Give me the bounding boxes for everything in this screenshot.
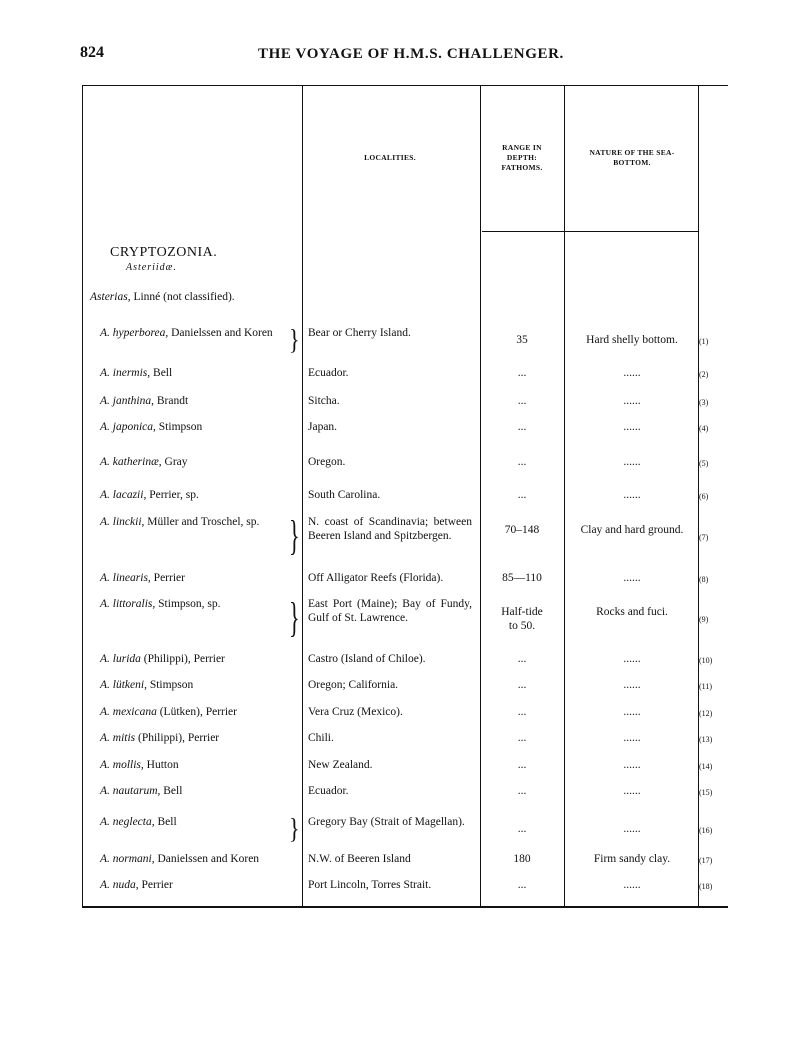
species-name (100, 731, 296, 745)
species-binomial: A. linearis (100, 572, 148, 584)
sea-bottom: ...... (623, 572, 641, 584)
depth-range: 85—110 (502, 572, 542, 584)
depth-range: ... (517, 706, 527, 718)
depth-range: 35 (516, 334, 528, 346)
locality: Vera Cruz (Mexico). (308, 706, 403, 718)
locality: N. coast of Scandinavia; between Beeren Island and Spitzbergen. (308, 516, 472, 542)
footnote-marker: (17) (699, 856, 713, 865)
sea-bottom: ...... (623, 489, 641, 501)
species-binomial: A. mexicana (100, 706, 157, 718)
footnote-marker: (5) (699, 459, 709, 468)
species-name (100, 784, 296, 798)
depth-range: ... (517, 679, 527, 691)
footnote-marker: (14) (699, 762, 713, 771)
species-name (100, 597, 296, 611)
depth-range: ... (517, 456, 527, 468)
species-binomial: A. mollis (100, 759, 141, 771)
species-name (100, 455, 296, 469)
species-authority: , Bell (157, 785, 183, 797)
locality: South Carolina. (308, 489, 381, 501)
species-binomial: A. nautarum (100, 785, 158, 797)
brace: } (289, 511, 300, 559)
species-binomial: A. janthina (100, 395, 152, 407)
footnote-marker: (11) (699, 682, 713, 691)
locality: Ecuador. (308, 785, 349, 797)
footnote-marker: (7) (699, 533, 709, 542)
locality: Off Alligator Reefs (Florida). (308, 572, 444, 584)
depth-range: ... (517, 395, 527, 407)
header-bottom: NATURE OF THE SEA-BOTTOM. (589, 148, 675, 167)
species-binomial: A. japonica (100, 421, 154, 433)
depth-range: 180 (513, 853, 531, 865)
species-authority: , Perrier, sp. (143, 489, 199, 501)
species-authority: (Philippi), Perrier (135, 732, 220, 744)
header-bottom-rule (482, 231, 698, 232)
species-name (100, 366, 296, 380)
footnote-marker: (10) (699, 656, 713, 665)
species-binomial: A. lacazii (100, 489, 144, 501)
species-authority: , Brandt (151, 395, 189, 407)
species-authority: , Bell (151, 816, 177, 828)
species-name (100, 571, 296, 585)
depth-range: ... (517, 879, 527, 891)
species-name (100, 394, 296, 408)
footnote-marker: (1) (699, 337, 709, 346)
brace: } (289, 593, 300, 641)
species-authority: (Lütken), Perrier (156, 706, 237, 718)
table-bottom-rule (82, 906, 728, 908)
locality: Gregory Bay (Strait of Magellan). (308, 816, 465, 828)
locality: Oregon; California. (308, 679, 399, 691)
species-binomial: A. lütkeni (100, 679, 145, 691)
footnote-marker: (2) (699, 370, 709, 379)
species-binomial: A. lurida (100, 653, 141, 665)
sea-bottom: Clay and hard ground. (580, 524, 684, 536)
species-name (100, 515, 296, 529)
species-binomial: A. normani (100, 853, 152, 865)
species-name (100, 652, 296, 666)
locality: Sitcha. (308, 395, 340, 407)
brace: } (289, 323, 300, 356)
sea-bottom: ...... (623, 759, 641, 771)
footnote-marker: (13) (699, 735, 713, 744)
depth-range: Half-tide to 50. (501, 606, 543, 632)
footnote-marker: (16) (699, 826, 713, 835)
depth-range: ... (517, 759, 527, 771)
locality: Port Lincoln, Torres Strait. (308, 879, 432, 891)
species-authority: , Stimpson (153, 421, 203, 433)
footnote-marker: (6) (699, 492, 709, 501)
locality: Ecuador. (308, 367, 349, 379)
sea-bottom: Firm sandy clay. (593, 853, 671, 865)
sea-bottom: ...... (623, 421, 641, 433)
depth-range: ... (517, 421, 527, 433)
species-authority: , Stimpson, sp. (152, 598, 221, 610)
species-binomial: A. linckii (100, 516, 142, 528)
genus-name: Asterias (90, 291, 128, 303)
subsection-title: Asteriidæ. (126, 262, 177, 273)
species-binomial: A. inermis (100, 367, 148, 379)
sea-bottom: ...... (623, 785, 641, 797)
species-name (100, 852, 296, 866)
species-authority: , Stimpson (144, 679, 194, 691)
species-authority: , Perrier (135, 879, 173, 891)
sea-bottom: ...... (623, 395, 641, 407)
depth-range: ... (517, 489, 527, 501)
species-binomial: A. nuda (100, 879, 136, 891)
footnote-marker: (9) (699, 615, 709, 624)
header-depth: RANGE IN DEPTH: FATHOMS. (501, 143, 543, 172)
genus-heading (90, 291, 235, 303)
species-authority: , Gray (158, 456, 188, 468)
sea-bottom: ...... (623, 679, 641, 691)
depth-range: ... (517, 785, 527, 797)
species-name (100, 678, 296, 692)
species-authority: , Danielssen and Koren (151, 853, 260, 865)
footnote-marker: (8) (699, 575, 709, 584)
species-binomial: A. katherinæ (100, 456, 159, 468)
species-authority: , Danielssen and Koren (165, 327, 273, 339)
species-name (100, 758, 296, 772)
locality: N.W. of Beeren Island (308, 853, 411, 865)
col-rule-bottom (564, 85, 565, 907)
footnote-marker: (12) (699, 709, 713, 718)
footnote-marker: (18) (699, 882, 713, 891)
species-name (100, 326, 296, 340)
sea-bottom: ...... (623, 653, 641, 665)
brace: } (289, 812, 300, 845)
header-localities: LOCALITIES. (364, 153, 416, 162)
depth-range: ... (517, 732, 527, 744)
col-rule-left (82, 85, 83, 907)
locality: Oregon. (308, 456, 346, 468)
sea-bottom: ...... (623, 823, 641, 835)
footnote-marker: (4) (699, 424, 709, 433)
col-rule-depth (480, 85, 481, 907)
species-name (100, 878, 296, 892)
species-binomial: A. mitis (100, 732, 136, 744)
depth-range: ... (517, 823, 527, 835)
locality: Bear or Cherry Island. (308, 327, 411, 339)
depth-range: 70–148 (504, 524, 540, 536)
locality: Japan. (308, 421, 338, 433)
footnote-marker: (15) (699, 788, 713, 797)
genus-authority: , Linné (not classified). (127, 291, 235, 303)
sea-bottom: ...... (623, 456, 641, 468)
species-binomial: A. hyperborea (100, 327, 166, 339)
locality: Chili. (308, 732, 334, 744)
page-number: 824 (80, 44, 104, 61)
sea-bottom: ...... (623, 732, 641, 744)
footnote-marker: (3) (699, 398, 709, 407)
sea-bottom: Hard shelly bottom. (586, 334, 678, 346)
species-authority: (Philippi), Perrier (140, 653, 225, 665)
sea-bottom: Rocks and fuci. (596, 606, 668, 618)
species-authority: , Bell (147, 367, 173, 379)
species-name (100, 705, 296, 719)
table-top-rule (82, 85, 728, 86)
species-name (100, 815, 296, 829)
section-title: CRYPTOZONIA. (110, 245, 218, 260)
depth-range: ... (517, 653, 527, 665)
species-name (100, 420, 296, 434)
species-name (100, 488, 296, 502)
species-binomial: A. littoralis (100, 598, 153, 610)
species-binomial: A. neglecta (100, 816, 152, 828)
col-rule-localities (302, 85, 303, 907)
running-head: THE VOYAGE OF H.M.S. CHALLENGER. (258, 46, 564, 62)
locality: New Zealand. (308, 759, 373, 771)
locality: East Port (Maine); Bay of Fundy, Gulf of St. Lawrence. (308, 598, 472, 624)
sea-bottom: ...... (623, 706, 641, 718)
depth-range: ... (517, 367, 527, 379)
species-authority: , Hutton (140, 759, 179, 771)
locality: Castro (Island of Chiloe). (308, 653, 426, 665)
sea-bottom: ...... (623, 879, 641, 891)
species-authority: , Müller and Troschel, sp. (141, 516, 260, 528)
species-authority: , Perrier (147, 572, 185, 584)
sea-bottom: ...... (623, 367, 641, 379)
